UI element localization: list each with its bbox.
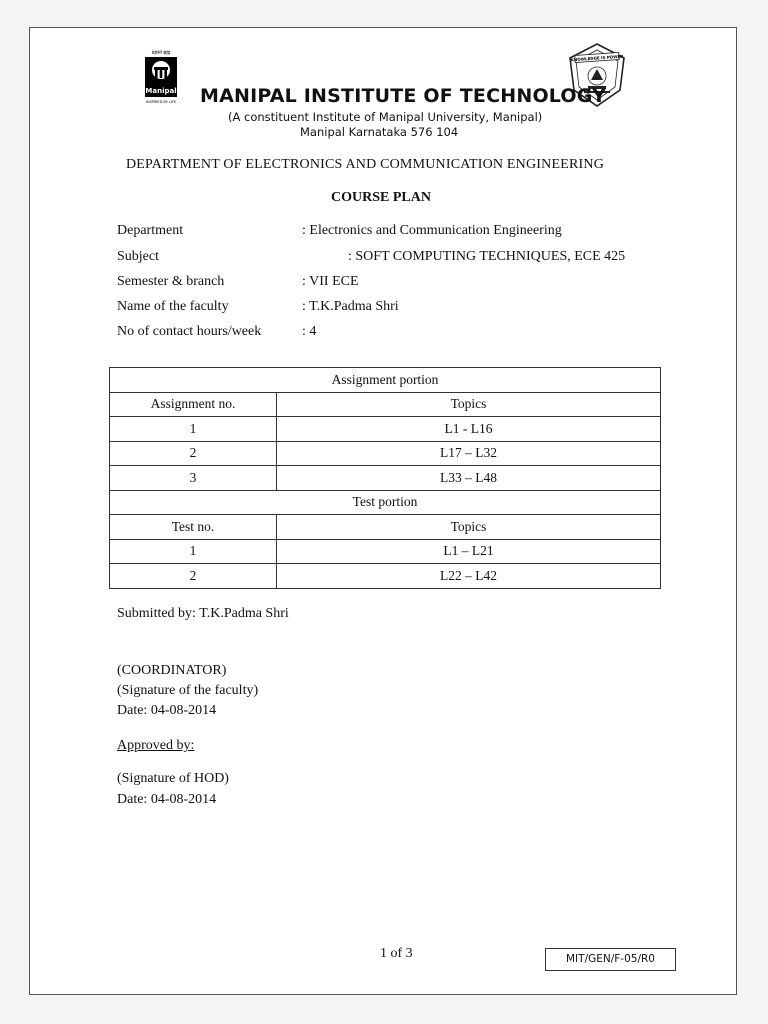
document-page bbox=[29, 27, 737, 995]
logo-tagline: INSPIRED BY LIFE bbox=[145, 100, 177, 104]
hod-date: Date: 04-08-2014 bbox=[117, 792, 217, 807]
form-code-box: MIT/GEN/F-05/R0 bbox=[545, 948, 676, 971]
institute-address: Manipal Karnataka 576 104 bbox=[300, 125, 459, 139]
detail-label-semester: Semester & branch bbox=[117, 274, 225, 289]
page-number: 1 of 3 bbox=[380, 946, 413, 961]
department-heading: DEPARTMENT OF ELECTRONICS AND COMMUNICATION ENGINEERING bbox=[126, 157, 605, 172]
detail-value-semester: : VII ECE bbox=[302, 274, 359, 289]
assignment-no-cell: 2 bbox=[110, 441, 277, 466]
detail-label-hours: No of contact hours/week bbox=[117, 324, 262, 339]
assignment-no-cell: 3 bbox=[110, 466, 277, 491]
detail-value-faculty: : T.K.Padma Shri bbox=[302, 299, 399, 314]
detail-label-subject: Subject bbox=[117, 249, 159, 264]
logo-caption-top: प्रज्ञानं ब्रह्म bbox=[151, 50, 171, 56]
test-no-header: Test no. bbox=[110, 515, 277, 540]
approved-by-label: Approved by: bbox=[117, 738, 195, 753]
submitted-by: Submitted by: T.K.Padma Shri bbox=[117, 606, 289, 621]
test-topics-cell: L1 – L21 bbox=[277, 539, 661, 564]
assignment-topics-cell: L17 – L32 bbox=[277, 441, 661, 466]
logo-brand: Manipal bbox=[145, 87, 177, 95]
detail-label-department: Department bbox=[117, 223, 184, 238]
assignment-topics-cell: L33 – L48 bbox=[277, 466, 661, 491]
table-section-row bbox=[110, 490, 661, 515]
manipal-logo-icon bbox=[142, 48, 180, 106]
faculty-date: Date: 04-08-2014 bbox=[117, 703, 217, 718]
portion-table bbox=[109, 367, 661, 589]
institute-name: MANIPAL INSTITUTE OF TECHNOLOGY bbox=[200, 85, 607, 107]
table-header-row bbox=[110, 392, 661, 417]
assignment-no-header: Assignment no. bbox=[110, 392, 277, 417]
detail-label-faculty: Name of the faculty bbox=[117, 299, 229, 314]
test-portion-title: Test portion bbox=[110, 490, 661, 515]
assignment-no-cell: 1 bbox=[110, 417, 277, 442]
faculty-signature-label: (Signature of the faculty) bbox=[117, 683, 259, 698]
coordinator-label: (COORDINATOR) bbox=[117, 663, 227, 678]
assignment-topics-cell: L1 - L16 bbox=[277, 417, 661, 442]
table-row bbox=[110, 564, 661, 589]
table-row bbox=[110, 539, 661, 564]
detail-value-hours: : 4 bbox=[302, 324, 317, 339]
detail-value-subject: : SOFT COMPUTING TECHNIQUES, ECE 425 bbox=[348, 249, 626, 264]
detail-value-department: : Electronics and Communication Engineering bbox=[302, 223, 562, 238]
course-plan-heading: COURSE PLAN bbox=[331, 190, 431, 205]
test-no-cell: 2 bbox=[110, 564, 277, 589]
test-no-cell: 1 bbox=[110, 539, 277, 564]
seal-motto: KNOWLEDGE IS POWER bbox=[570, 53, 624, 63]
assignment-portion-title: Assignment portion bbox=[110, 368, 661, 393]
table-row bbox=[110, 441, 661, 466]
institute-subtitle: (A constituent Institute of Manipal University, Manipal) bbox=[228, 110, 543, 124]
table-section-row bbox=[110, 368, 661, 393]
table-row bbox=[110, 417, 661, 442]
table-header-row bbox=[110, 515, 661, 540]
assignment-topics-header: Topics bbox=[277, 392, 661, 417]
test-topics-header: Topics bbox=[277, 515, 661, 540]
test-topics-cell: L22 – L42 bbox=[277, 564, 661, 589]
hod-signature-label: (Signature of HOD) bbox=[117, 771, 229, 786]
table-row bbox=[110, 466, 661, 491]
